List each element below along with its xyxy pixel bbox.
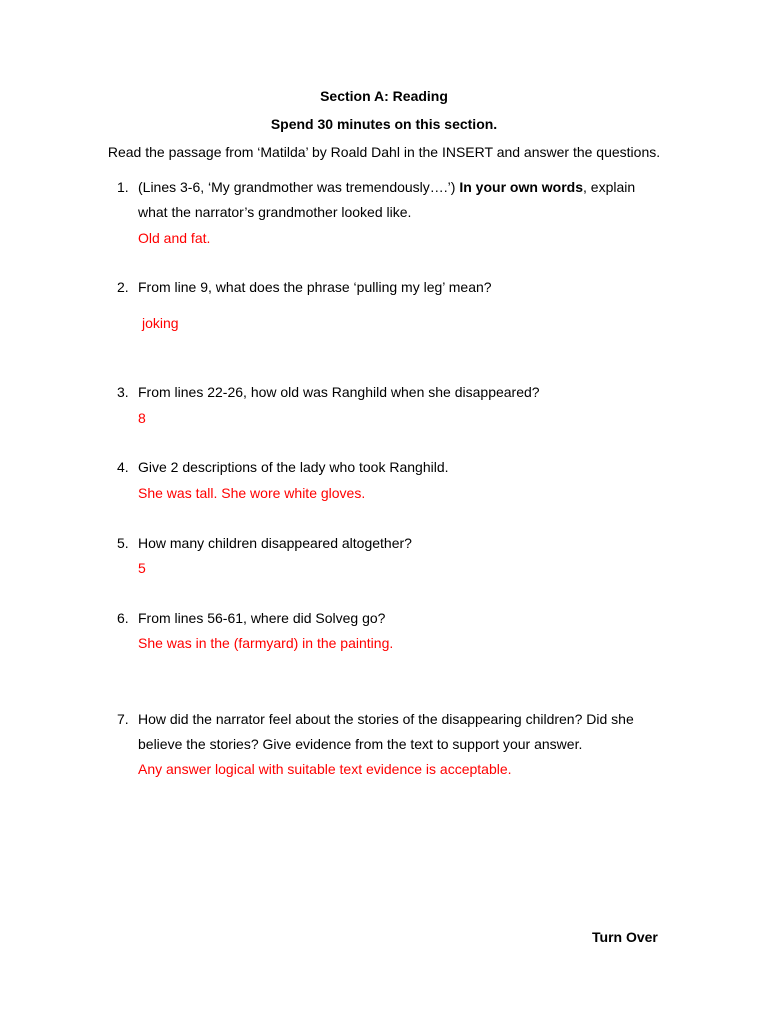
answer-6: She was in the (farmyard) in the painting. <box>138 635 394 651</box>
question-4-text: Give 2 descriptions of the lady who took Ranghild. <box>138 459 449 475</box>
answer-7: Any answer logical with suitable text evidence is acceptable. <box>138 761 512 777</box>
section-title: Section A: Reading <box>320 88 448 104</box>
question-2-number: 2. <box>117 279 129 295</box>
turn-over-label: Turn Over <box>592 929 658 945</box>
question-6-text: From lines 56-61, where did Solveg go? <box>138 610 386 626</box>
time-instruction: Spend 30 minutes on this section. <box>270 116 498 132</box>
question-3-number: 3. <box>117 384 129 400</box>
question-7-line-2: believe the stories? Give evidence from the text to support your answer. <box>138 736 583 752</box>
answer-2: joking <box>142 315 179 331</box>
intro-text: Read the passage from ‘Matilda’ by Roald Dahl in the INSERT and answer the questions. <box>107 144 661 160</box>
question-1-line-2: what the narrator’s grandmother looked like. <box>138 204 412 220</box>
question-1-text-post: , explain <box>583 179 636 195</box>
question-2-text: From line 9, what does the phrase ‘pulling my leg’ mean? <box>138 279 492 295</box>
question-1-line-1 <box>138 178 635 196</box>
question-1-text-pre: (Lines 3-6, ‘My grandmother was tremendously….’) <box>138 179 460 195</box>
question-4-number: 4. <box>117 459 129 475</box>
answer-3: 8 <box>138 410 146 426</box>
question-3-text: From lines 22-26, how old was Ranghild when she disappeared? <box>138 384 540 400</box>
question-6-number: 6. <box>117 610 129 626</box>
question-1-emphasis: In your own words <box>459 179 584 195</box>
question-5-text: How many children disappeared altogether? <box>138 535 412 551</box>
question-7-line-1: How did the narrator feel about the stories of the disappearing children? Did she <box>138 711 634 727</box>
answer-5: 5 <box>138 560 146 576</box>
question-1-number: 1. <box>117 179 129 195</box>
answer-1: Old and fat. <box>138 230 211 246</box>
question-5-number: 5. <box>117 535 129 551</box>
answer-4: She was tall. She wore white gloves. <box>138 485 366 501</box>
question-7-number: 7. <box>117 711 129 727</box>
